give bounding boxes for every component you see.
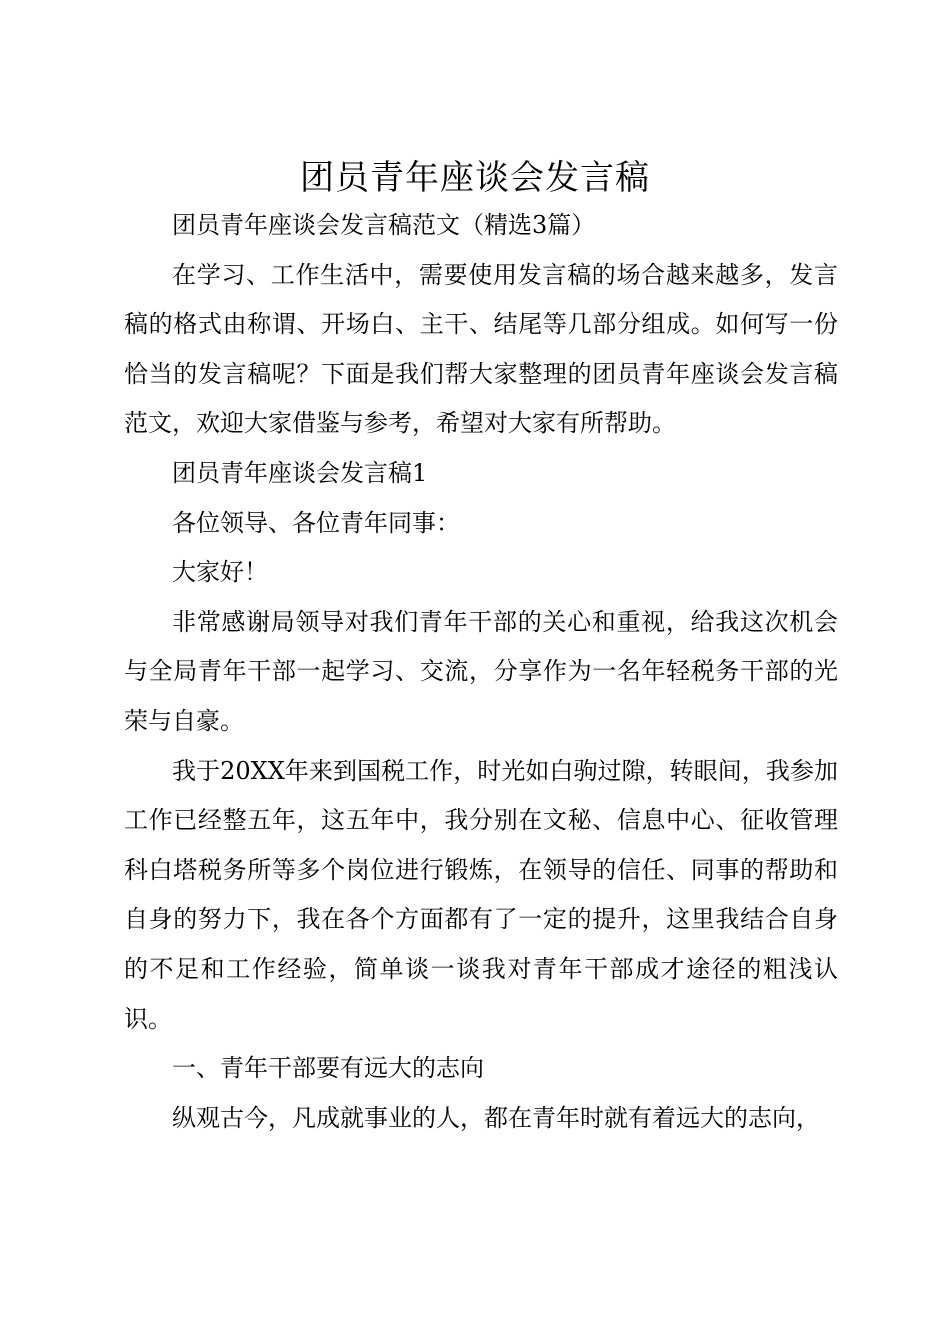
paragraph-section-body: 纵观古今，凡成就事业的人，都在青年时就有着远大的志向， (172, 1103, 820, 1132)
paragraph-salutation: 各位领导、各位青年同事： (172, 508, 460, 537)
document-title: 团员青年座谈会发言稿 (300, 158, 650, 198)
paragraph-speech-heading: 团员青年座谈会发言稿1 (172, 458, 428, 487)
paragraph-experience: 我于20XX年来到国税工作，时光如白驹过隙，转眼间，我参加工作已经整五年，这五年中，我分别在文秘、信息中心、征收管理科白塔税务所等多个岗位进行锻炼，在领导的信任、同事的帮助和自身的努力下，我在各个方面都有了一定的提升，这里我结合自身的不足和工作经验，简单谈一谈我对青年干部成才途径的粗浅认识。 (124, 756, 838, 1033)
paragraph-thanks: 非常感谢局领导对我们青年干部的关心和重视，给我这次机会与全局青年干部一起学习、交流，分享作为一名年轻税务干部的光荣与自豪。 (124, 607, 838, 735)
paragraph-subtitle: 团员青年座谈会发言稿范文（精选3篇） (172, 211, 596, 239)
paragraph-intro: 在学习、工作生活中，需要使用发言稿的场合越来越多，发言稿的格式由称谓、开场白、主干、结尾等几部分组成。如何写一份恰当的发言稿呢？下面是我们帮大家整理的团员青年座谈会发言稿范文，欢迎大家借鉴与参考，希望对大家有所帮助。 (124, 260, 838, 438)
paragraph-section-heading: 一、青年干部要有远大的志向 (172, 1054, 484, 1083)
document-body (124, 201, 838, 1143)
paragraph-greeting: 大家好！ (172, 558, 268, 587)
